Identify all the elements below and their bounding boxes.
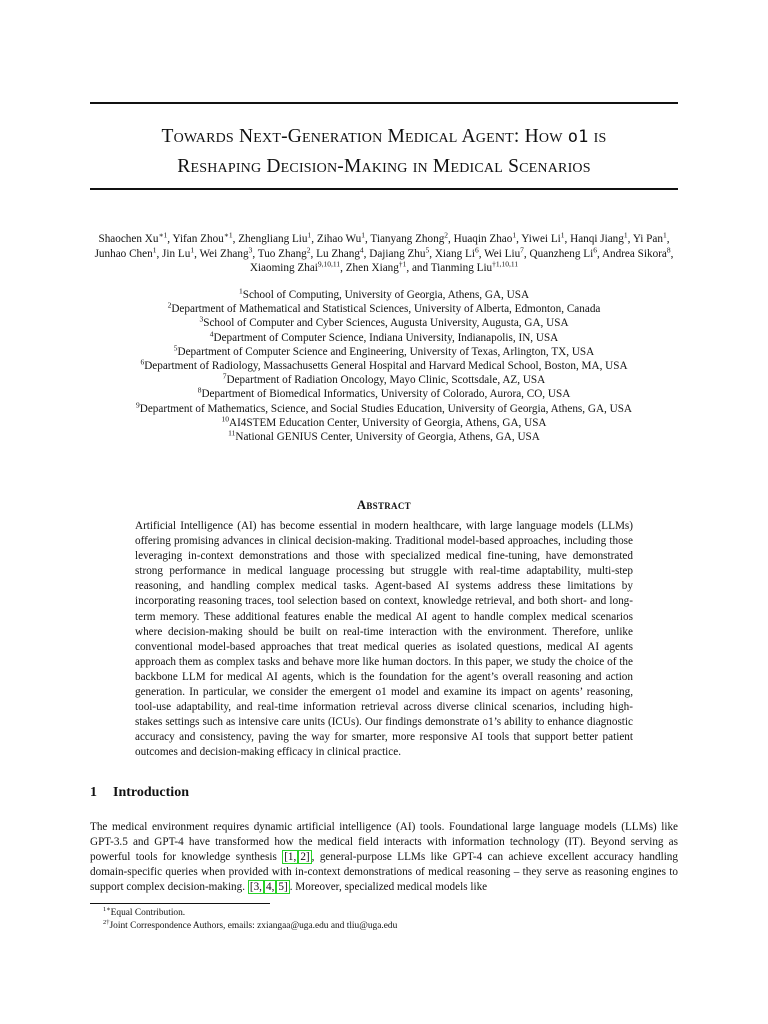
author-name: Shaochen Xu xyxy=(98,233,159,245)
affiliation: $^4$Department of Computer Science, Indiana University, Indianapolis, IN, USA xyxy=(209,328,559,344)
citation-link[interactable]: 4, xyxy=(265,881,275,894)
section-title: Introduction xyxy=(113,785,189,800)
affiliation: $^6$Department of Radiology, Massachusetts General Hospital and Harvard Medical School, Boston, MA, USA xyxy=(140,357,628,373)
author-affiliation-marker: ∗1 xyxy=(158,230,168,240)
author-affiliation-marker: 6 xyxy=(474,244,479,254)
footnotes xyxy=(103,907,397,933)
author-affiliation-marker: ∗1 xyxy=(223,230,233,240)
author-affiliation-marker: 4 xyxy=(359,244,364,254)
affiliation: $^{11}$National GENIUS Center, University of Georgia, Athens, GA, USA xyxy=(228,428,540,444)
author-name: Yi Pan xyxy=(632,233,663,245)
author-affiliation-marker: 3 xyxy=(248,244,253,254)
author-name: Hanqi Jiang xyxy=(570,233,624,245)
citation-link[interactable]: 2] xyxy=(300,851,310,864)
title-model-code: o1 xyxy=(567,127,589,147)
author-name: Junhao Chen xyxy=(94,247,153,260)
affiliation: $^2$Department of Mathematical and Statistical Sciences, University of Alberta, Edmonton, Canada xyxy=(167,300,601,316)
author-name: Huaqin Zhao xyxy=(453,233,513,245)
title-rule-bottom xyxy=(90,188,678,190)
author-affiliation-marker: 1 xyxy=(512,230,517,240)
author-list: Shaochen $Xu^{∗1}$, Yifan Zhou$^{∗1}$, Zhengliang Liu$^1$, Zihao Wu$^1$, Tianyang Zhong$^2$, Huaqin Zhao$^1$, Yiwei Li$^1$, Hanqi Jiang$^1$, Yi Pan$^1$, Junhao Chen$^1$, Jin Lu$^1$, Wei Zhang$^3$, Tuo Zhang$^2$, Lu Zhang$^4$, Dajiang Zhu$^5$, Xiang Li$^6$, Wei Liu$^7$, Quanzheng Li$^6$, Andrea Sikora$^8$, Xiaoming Zhai$^{9,10,11}$, Zhen Xiang$^{\dagger 1}$, and Tianming Liu$^{\dagger 1,10,11}$ xyxy=(94,230,674,274)
affiliation: $^8$Department of Biomedical Informatics, University of Colorado, Aurora, CO, USA xyxy=(197,385,571,401)
author-name: Lu Zhang xyxy=(316,247,360,260)
author-affiliation-marker: 8 xyxy=(666,244,671,254)
author-affiliation-marker: †1,10,11 xyxy=(492,259,519,269)
title-rule-top xyxy=(90,102,678,104)
author-name: Dajiang Zhu xyxy=(369,247,426,260)
author-affiliation-marker: 7 xyxy=(520,244,524,254)
affiliation: $^5$Department of Computer Science and Engineering, University of Texas, Arlington, TX, USA xyxy=(173,343,595,358)
author-affiliation-marker: 6 xyxy=(593,244,597,254)
author-affiliation-marker: 1 xyxy=(152,244,157,254)
author-affiliation-marker: 9,10,11 xyxy=(317,259,341,269)
affiliation: $^9$Department of Mathematics, Science, and Social Studies Education, University of Georgia, Athens, GA, USA xyxy=(136,399,632,415)
introduction-paragraph: The medical environment requires dynamic artificial intelligence (AI) tools. Foundational large language models (LLMs) like GPT-3.5 and GPT-4 have transformed how the medical field interacts with information technology (IT). Beyond serving as powerful tools for knowledge synthesis [1, 2] , general-purpose LLMs like GPT-4 can achieve excellent accuracy handling domain-specific queries when provided with in-context demonstrations of medical reasoning – they serve as reasoning engines to support complex decision-making. [3, 4, 5] . Moreover, specialized medical models like xyxy=(90,821,678,894)
author-name: Tianyang Zhong xyxy=(370,233,445,245)
section-heading-introduction xyxy=(90,785,189,801)
title-line1-b: is xyxy=(593,126,607,147)
author-name: Yifan Zhou xyxy=(172,233,224,245)
citation-link[interactable]: 5] xyxy=(278,881,288,894)
author-name: Xiaoming Zhai xyxy=(249,262,318,274)
author-affiliation-marker: 1 xyxy=(190,244,195,254)
title-line1-a: Towards Next-Generation Medical Agent: How xyxy=(161,126,563,147)
author-name: Zhengliang Liu xyxy=(238,233,308,245)
title-line2: Reshaping Decision-Making in Medical Scenarios xyxy=(177,156,591,177)
footnote-equal-contribution: $^{1∗}$Equal Contribution. xyxy=(103,905,186,918)
author-affiliation-marker: 1 xyxy=(560,230,565,240)
author-name: Andrea Sikora xyxy=(601,247,667,260)
author-name: Tuo Zhang xyxy=(257,247,307,260)
affiliation: $^1$School of Computing, University of Georgia, Athens, GA, USA xyxy=(238,286,530,301)
author-name: Yiwei Li xyxy=(521,233,561,245)
author-affiliation-marker: 5 xyxy=(425,244,430,254)
affiliation: $^7$Department of Radiation Oncology, Mayo Clinic, Scottsdale, AZ, USA xyxy=(222,371,546,387)
author-affiliation-marker: †1 xyxy=(398,259,407,269)
author-list-and: and xyxy=(411,262,429,274)
author-name: Quanzheng Li xyxy=(529,247,594,260)
section-number: 1 xyxy=(90,785,97,800)
abstract-body: Artificial Intelligence (AI) has become essential in modern healthcare, with large language models (LLMs) offering promising advances in clinical decision-making. Traditional model-based approaches, including those leveraging in-context demonstrations and those with specialized medical fine-tuning, have demonstrated strong performance in medical language processing but struggle with real-time adaptability, multi-step reasoning, and handling complex medical tasks. Agent-based AI systems address these limitations by incorporating reasoning traces, tool selection based on context, knowledge retrieval, and both short- and long-term memory. These additional features enable the medical AI agent to handle complex medical scenarios where decision-making should be built on real-time interaction with the environment. Therefore, unlike conventional model-based approaches that treat medical queries as isolated questions, medical AI agents approach them as complex tasks and behave more like human doctors. In this paper, we study the choice of the backbone LLM for medical AI agents, which is the foundation for the agent’s overall reasoning and action generation. In particular, we consider the emergent o1 model and examine its impact on agents’ reasoning, tool-use adaptability, and real-time information retrieval across diverse clinical scenarios, including high-stakes settings such as intensive care units (ICUs). Our findings demonstrate o1’s ability to enhance diagnostic accuracy and consistency, paving the way for smarter, more responsive AI tools that support better patient outcomes and decision-making efficacy in clinical practice. xyxy=(135,520,633,759)
author-name: Zhen Xiang xyxy=(345,262,399,274)
affiliation: $^3$School of Computer and Cyber Sciences, Augusta University, Augusta, GA, USA xyxy=(199,314,569,330)
affiliation-list xyxy=(88,288,680,444)
footnote-correspondence: $^{2\dagger}$Joint Correspondence Authors, emails: zxiangaa@uga.edu and tliu@uga.edu xyxy=(103,918,398,931)
abstract-heading: Abstract xyxy=(357,498,411,512)
citation-link[interactable]: [1, xyxy=(284,851,297,864)
author-affiliation-marker: 1 xyxy=(662,230,667,240)
affiliation: $^{10}$AI4STEM Education Center, University of Georgia, Athens, GA, USA xyxy=(221,414,547,429)
author-affiliation-marker: 1 xyxy=(307,230,312,240)
author-affiliation-marker: 1 xyxy=(361,230,366,240)
author-affiliation-marker: 1 xyxy=(623,230,628,240)
citation-link[interactable]: [3, xyxy=(249,881,262,894)
author-name: Tianming Liu xyxy=(430,262,493,274)
author-name: Zihao Wu xyxy=(316,233,362,245)
author-name: Wei Zhang xyxy=(199,247,249,260)
footnote-rule xyxy=(90,903,270,904)
author-name: Jin Lu xyxy=(162,247,191,260)
author-name: Xiang Li xyxy=(434,247,475,260)
paper-title xyxy=(90,122,678,182)
author-affiliation-marker: 2 xyxy=(444,230,449,240)
author-affiliation-marker: 2 xyxy=(306,244,311,254)
author-name: Wei Liu xyxy=(484,247,521,260)
